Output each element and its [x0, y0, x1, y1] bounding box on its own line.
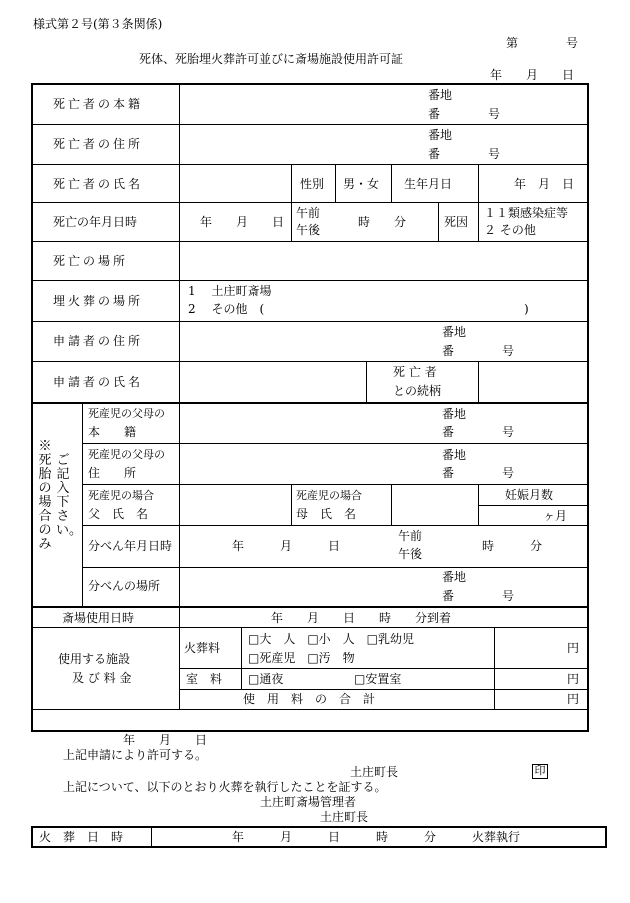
relation-label-2: との続柄	[393, 384, 442, 398]
domicile-banchi: 番地	[428, 88, 453, 102]
mother-name-label: 母 氏 名	[296, 507, 357, 521]
parent-domicile-ban-go: 番 号	[442, 425, 515, 439]
mother-small-label: 死産児の場合	[296, 489, 362, 502]
document-number: 第 号	[506, 36, 579, 50]
cause-option-2: ２ その他	[484, 223, 536, 237]
approval-statement: 上記申請により許可する。	[63, 748, 208, 762]
delivery-pm: 午後	[398, 547, 423, 561]
label-death-place: 死亡の場所	[53, 254, 129, 268]
address-banchi: 番地	[428, 128, 453, 142]
certification-statement: 上記について、以下のとおり火葬を執行したことを証する。	[63, 780, 387, 794]
cremation-place-option-1: 1 土庄町斎場	[188, 284, 272, 298]
delivery-am: 午前	[398, 529, 423, 543]
label-applicant-address: 申請者の住所	[53, 334, 144, 348]
room-option-repose: □安置室	[354, 672, 402, 686]
facility-and-fee-label-1: 使用する施設	[58, 652, 131, 666]
cremation-place-option-2: 2 その他 (	[188, 302, 265, 316]
fee-total-label: 使 用 料 の 合 計	[243, 692, 376, 706]
address-ban-go: 番 号	[428, 147, 501, 161]
parent-domicile-label: 本 籍	[88, 425, 137, 439]
sex-options: 男・女	[343, 177, 380, 191]
death-hour-minute: 時 分	[358, 215, 407, 229]
label-sex: 性別	[300, 177, 325, 191]
delivery-datetime-label: 分べん年月日時	[88, 539, 173, 553]
crematorium-manager-title: 土庄町長	[320, 810, 369, 824]
facility-use-time-label: 斎場使用日時	[62, 611, 135, 625]
parent-address-label: 住 所	[88, 466, 137, 480]
parent-address-ban-go: 番 号	[442, 466, 515, 480]
death-am: 午前	[296, 206, 321, 220]
cause-option-1: １１類感染症等	[484, 206, 569, 220]
pregnancy-months-unit: ヶ月	[543, 509, 568, 523]
stillbirth-note-2: ご記入下さい。	[56, 453, 83, 538]
death-date: 年 月 日	[200, 215, 285, 229]
label-date-of-birth: 生年月日	[404, 177, 453, 191]
approval-date: 年 月 日	[123, 733, 208, 747]
mayor-title: 土庄町長	[350, 765, 399, 779]
room-fee-label: 室 料	[186, 672, 223, 686]
label-applicant-name: 申請者の氏名	[53, 375, 144, 389]
domicile-ban-go: 番 号	[428, 107, 501, 121]
delivery-place-label: 分べんの場所	[88, 579, 161, 593]
father-small-label: 死産児の場合	[88, 489, 154, 502]
pregnancy-months-label: 妊娠月数	[505, 488, 554, 502]
relation-label-1: 死 亡 者	[393, 365, 437, 379]
father-name-label: 父 氏 名	[88, 507, 149, 521]
parent-address-small-label: 死産児の父母の	[88, 448, 165, 461]
stillbirth-note: ※死胎の場合のみ	[38, 439, 52, 552]
cremation-place-close-paren: )	[524, 302, 529, 316]
cremation-fee-options-row-2: □死産児 □汚 物	[248, 651, 355, 665]
form-number: 様式第２号(第３条関係)	[33, 17, 163, 31]
parent-domicile-banchi: 番地	[442, 407, 467, 421]
room-fee-yen: 円	[567, 672, 580, 686]
delivery-place-ban-go: 番 号	[442, 589, 515, 603]
cremation-fee-label: 火葬料	[184, 641, 221, 655]
applicant-address-banchi: 番地	[442, 325, 467, 339]
facility-and-fee-label-2: 及 び 料 金	[72, 671, 132, 685]
label-deceased-address: 死亡者の住所	[53, 137, 144, 151]
parent-domicile-small-label: 死産児の父母の	[88, 407, 165, 420]
label-cremation-place: 埋火葬の場所	[53, 294, 144, 308]
cremation-fee-options-row-1: □大 人 □小 人 □乳幼児	[248, 632, 415, 646]
fee-total-yen: 円	[567, 692, 580, 706]
date-of-birth-value: 年 月 日	[514, 177, 575, 191]
room-option-wake: □通夜	[248, 672, 284, 686]
label-cause-of-death: 死因	[444, 215, 469, 229]
facility-use-time-value: 年 月 日 時 分到着	[271, 611, 452, 625]
label-death-datetime: 死亡の年月日時	[53, 215, 138, 229]
delivery-date: 年 月 日	[232, 539, 341, 553]
cremation-datetime-label: 火 葬 日 時	[39, 830, 124, 844]
seal-mark: 印	[532, 764, 548, 779]
delivery-hour-minute: 時 分	[482, 539, 543, 553]
page-title: 死体、死胎埋火葬許可並びに斎場施設使用許可証	[139, 52, 404, 66]
parent-address-banchi: 番地	[442, 448, 467, 462]
label-deceased-name: 死亡者の氏名	[53, 177, 144, 191]
label-deceased-domicile: 死亡者の本籍	[53, 97, 144, 111]
cremation-datetime-value: 年 月 日 時 分 火葬執行	[232, 830, 521, 844]
issue-date: 年 月 日	[490, 68, 575, 82]
death-pm: 午後	[296, 223, 321, 237]
delivery-place-banchi: 番地	[442, 570, 467, 584]
crematorium-manager: 土庄町斎場管理者	[260, 795, 357, 809]
applicant-address-ban-go: 番 号	[442, 344, 515, 358]
cremation-fee-yen: 円	[567, 641, 580, 655]
